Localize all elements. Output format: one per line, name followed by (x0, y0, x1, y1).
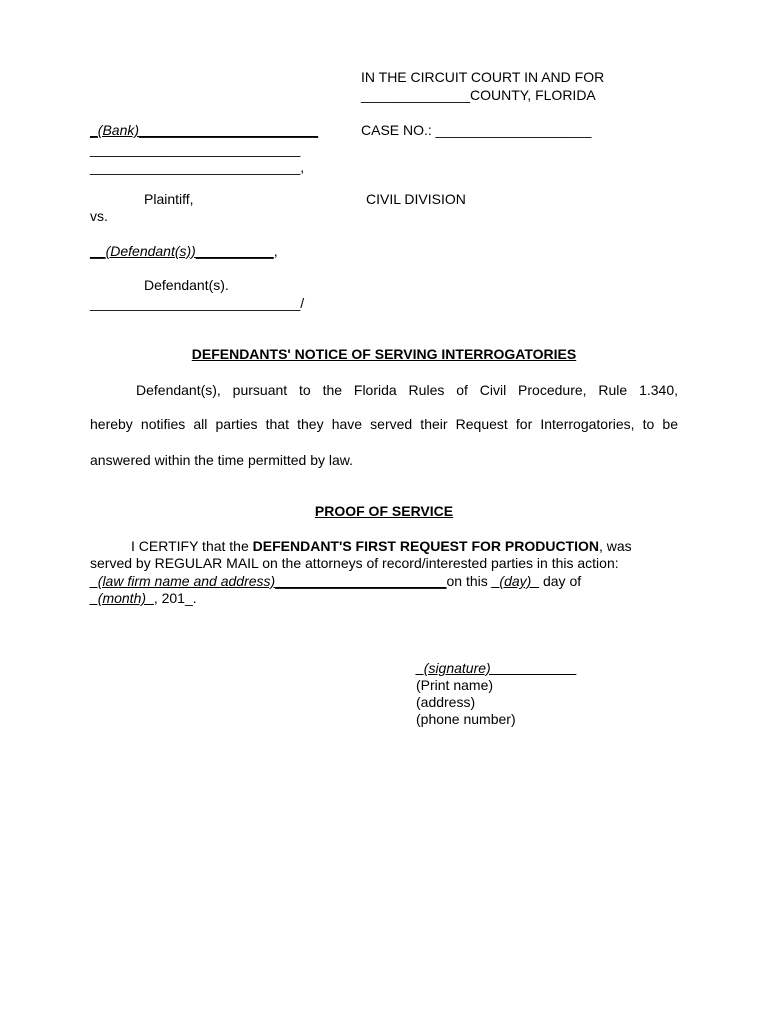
notice-paragraph-line3: answered within the time permitted by law. (90, 452, 354, 468)
court-county-line: ______________COUNTY, FLORIDA (361, 87, 596, 103)
document-title: DEFENDANT'S FIRST REQUEST FOR PRODUCTION (252, 538, 599, 554)
plaintiff-label: Plaintiff, (144, 191, 194, 207)
defendant-suffix: __________ (195, 243, 274, 259)
plaintiff-prefix: _ (90, 122, 98, 138)
defendant-prefix: __ (90, 243, 106, 259)
proof-line1 (131, 538, 632, 555)
signer-phone: (phone number) (416, 711, 516, 727)
versus-label: vs. (90, 208, 108, 224)
plaintiff-name-line (90, 122, 318, 139)
defendant-name-line (90, 243, 278, 260)
law-firm-placeholder: _(law firm name and address) (90, 573, 276, 589)
signature-line: _(signature)___________ (416, 660, 577, 676)
plaintiff-name: (Bank) (97, 122, 140, 138)
case-number: CASE NO.: ____________________ (361, 122, 592, 138)
civil-division: CIVIL DIVISION (366, 191, 466, 207)
court-name-line1: IN THE CIRCUIT COURT IN AND FOR (361, 69, 605, 85)
proof-line4 (90, 590, 197, 607)
notice-paragraph-line1: Defendant(s), pursuant to the Florida Rules of Civil Procedure, Rule 1.340, (136, 382, 678, 398)
signer-address: (address) (416, 694, 476, 710)
defendant-name: (Defendant(s)) (105, 243, 196, 259)
year-text: , 201_. (153, 590, 197, 606)
defendant-comma: , (273, 243, 278, 259)
month-placeholder: _(month)_ (90, 590, 154, 606)
day-of-text: day of (539, 573, 582, 589)
on-this-text: on this (446, 573, 492, 589)
law-firm-blank: ______________________ (275, 573, 447, 589)
notice-title: DEFENDANTS' NOTICE OF SERVING INTERROGATORIES (191, 346, 577, 362)
certify-was: , was (599, 538, 632, 554)
plaintiff-blank-line-2: ___________________________ (90, 141, 301, 157)
defendant-line-end: ___________________________/ (90, 295, 305, 311)
proof-title: PROOF OF SERVICE (314, 503, 454, 519)
plaintiff-suffix: _______________________ (139, 122, 319, 138)
day-placeholder: _(day)_ (491, 573, 540, 589)
print-name: (Print name) (416, 677, 494, 693)
notice-paragraph-line2: hereby notifies all parties that they have served their Request for Interrogatories, to be (90, 416, 678, 432)
defendant-label: Defendant(s). (144, 277, 229, 293)
proof-line2: served by REGULAR MAIL on the attorneys of record/interested parties in this action: (90, 555, 619, 571)
plaintiff-blank-line-3: ___________________________, (90, 159, 305, 175)
certify-text: I CERTIFY that the (131, 538, 253, 554)
proof-line3 (90, 573, 581, 590)
